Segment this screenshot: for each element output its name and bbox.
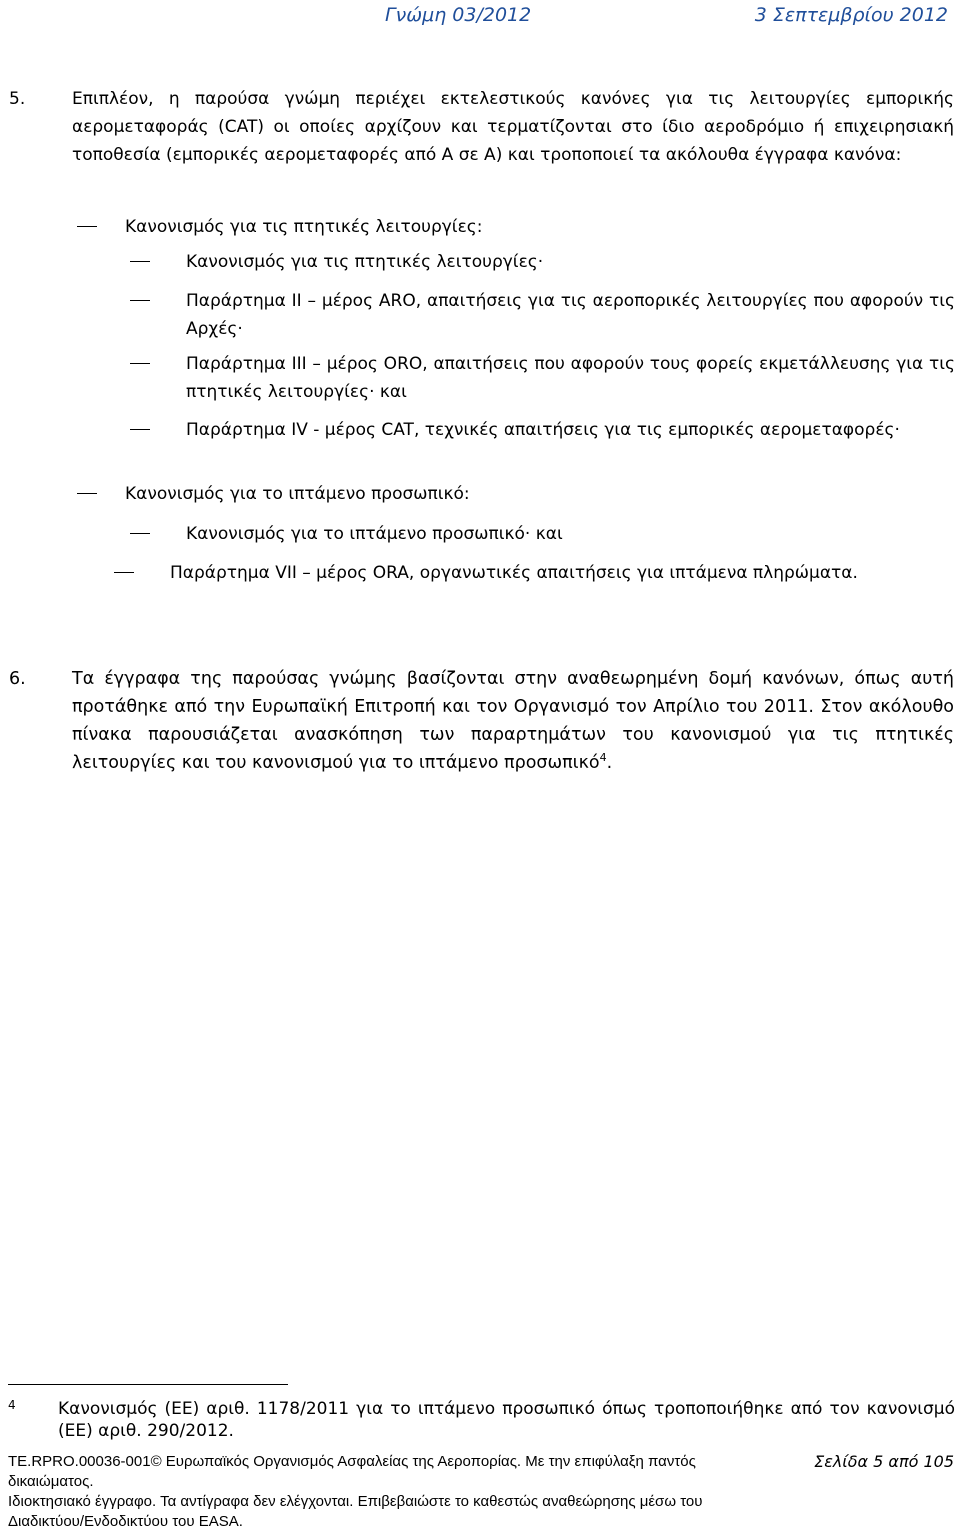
list-item [186,350,955,406]
list-item-text: Κανονισμός για το ιπτάμενο προσωπικό: [125,484,470,504]
list-item [186,287,955,343]
paragraph-6 [9,665,954,777]
list-item [125,480,955,508]
footer-disclaimer: Ιδιοκτησιακό έγγραφο. Τα αντίγραφα δεν ελέγχονται. Επιβεβαιώστε το καθεστώς αναθεώρησης μέσω του Διαδικτύου/Ενδοδικτύου του EASA. [8,1493,703,1530]
footnote-reference[interactable]: 4 [599,751,607,765]
list-item-text: Κανονισμός για το ιπτάμενο προσωπικό· και [186,524,563,544]
list-item-text: Παράρτημα ΙΙ – μέρος ARO, απαιτήσεις για τις αεροπορικές λειτουργίες που αφορούν τις Αρχές· [186,291,955,339]
page-footer [8,1452,958,1532]
page-number: Σελίδα 5 από 105 [814,1452,954,1471]
list-item-text: Κανονισμός για τις πτητικές λειτουργίες: [125,217,483,237]
paragraph-5 [9,85,954,169]
page-header [0,4,960,30]
footnote-text: Κανονισμός (ΕΕ) αριθ. 1178/2011 για το ιπτάμενο προσωπικό όπως τροποποιήθηκε από τον κανονισμό (ΕΕ) αριθ. 290/2012. [58,1399,955,1441]
dash-bullet [130,261,150,262]
list-item-text: Παράρτημα IV - μέρος CAT, τεχνικές απαιτήσεις για τις εμπορικές αερομεταφορές· [186,420,900,440]
dash-bullet [114,572,134,573]
list-item [186,520,955,548]
footnote-number: 4 [8,1398,16,1412]
dash-bullet [77,493,97,494]
list-item-text: Κανονισμός για τις πτητικές λειτουργίες· [186,252,544,272]
paragraph-end: . [606,753,613,773]
paragraph-text [72,665,954,777]
dash-bullet [130,533,150,534]
footer-copyright: TE.RPRO.00036-001© Ευρωπαϊκός Οργανισμός Ασφαλείας της Αεροπορίας. Με την επιφύλαξη παντός δικαιώματος. [8,1453,696,1490]
footnote-separator [8,1384,288,1385]
dash-bullet [130,300,150,301]
list-item-text: Παράρτημα VII – μέρος ORA, οργανωτικές απαιτήσεις για ιπτάμενα πληρώματα. [170,563,858,583]
dash-bullet [77,226,97,227]
list-item-text: Παράρτημα ΙΙΙ – μέρος ORO, απαιτήσεις που αφορούν τους φορείς εκμετάλλευσης για τις πτητικές λειτουργίες· και [186,354,955,402]
opinion-number: Γνώμη 03/2012 [385,4,532,26]
dash-bullet [130,429,150,430]
list-item [170,559,955,587]
paragraph-number: 6. [9,669,26,689]
list-item [186,416,955,444]
opinion-date: 3 Σεπτεμβρίου 2012 [754,4,948,26]
list-item [186,248,955,276]
paragraph-text: Επιπλέον, η παρούσα γνώμη περιέχει εκτελεστικούς κανόνες για τις λειτουργίες εμπορικής αερομεταφοράς (CAT) οι οποίες αρχίζουν και τερματίζονται στο ίδιο αεροδρόμιο ή επιχειρησιακή τοποθεσία (εμπορικές αερομεταφορές από Α σε Α) και τροποποιεί τα ακόλουθα έγγραφα κανόνα: [72,89,954,165]
dash-bullet [130,363,150,364]
paragraph-number: 5. [9,89,26,109]
paragraph-body: Τα έγγραφα της παρούσας γνώμης βασίζονται στην αναθεωρημένη δομή κανόνων, όπως αυτή προτάθηκε από την Ευρωπαϊκή Επιτροπή και τον Οργανισμό τον Απρίλιο του 2011. Στον ακόλουθο πίνακα παρουσιάζεται ανασκόπηση των παραρτημάτων του κανονισμού για τις πτητικές λειτουργίες και του κανονισμού για το ιπτάμενο προσωπικό [72,669,954,773]
list-item [125,213,955,241]
